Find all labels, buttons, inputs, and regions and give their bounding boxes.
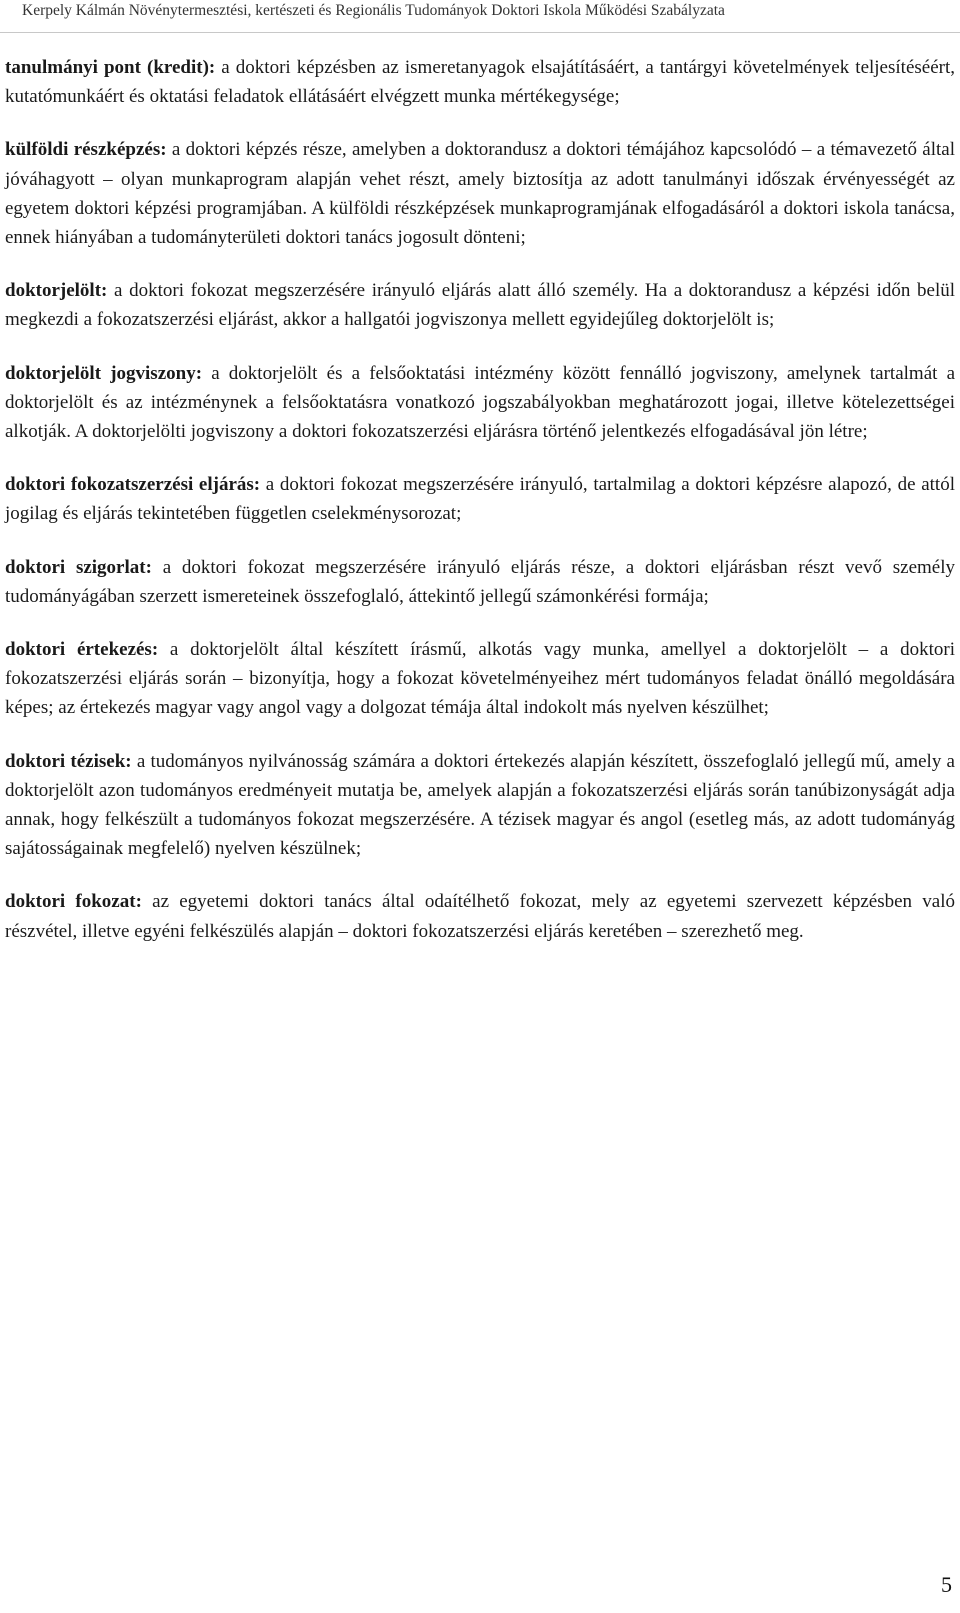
definition-text: az egyetemi doktori tanács által odaítélhető fokozat, mely az egyetemi szervezett képzésben való részvétel, illetve egyéni felkészülés alapján – doktori fokozatszerzési eljárás keretében – szerezhető meg. [5, 891, 955, 942]
definition-text: a doktorjelölt által készített írásmű, alkotás vagy munka, amellyel a doktorjelölt – a doktori fokozatszerzési eljárás során – bizonyítja, hogy a fokozat követelményeihez mért tudományos feladat önálló megoldására képes; az értekezés magyar vagy angol vagy a dolgozat témája által indokolt más nyelven készülhet; [5, 639, 955, 719]
definition-term: doktori fokozat: [5, 891, 142, 913]
definition-doktori-ertekezes [5, 635, 955, 723]
definition-kulfoldi-reszkepzes [5, 135, 955, 252]
definition-term: doktori fokozatszerzési eljárás: [5, 474, 261, 496]
definition-doktorjelolt [5, 276, 955, 334]
definition-doktorjelolt-jogviszony [5, 359, 955, 447]
definition-kredit [5, 53, 955, 111]
definition-text: a doktori fokozat megszerzésére irányuló eljárás alatt álló személy. Ha a doktorandusz a képzési időn belül megkezdi a fokozatszerzési eljárást, akkor a hallgatói jogviszonya mellett egyidejűleg doktorjelölt is; [5, 280, 955, 331]
definition-doktori-fokozat [5, 887, 955, 945]
definition-term: doktori értekezés: [5, 639, 159, 661]
definition-term: doktori tézisek: [5, 750, 132, 772]
definition-term: doktorjelölt: [5, 280, 108, 302]
definition-doktori-szigorlat [5, 553, 955, 611]
definition-text: a doktori képzés része, amelyben a doktorandusz a doktori témájához kapcsolódó – a témavezető által jóváhagyott – olyan munkaprogram alapján vehet részt, amely biztosítja az adott tanulmányi időszak érvényességét az egyetem doktori képzési programjában. A külföldi részképzések munkaprogramjának elfogadásáról a doktori iskola tanácsa, ennek hiányában a tudományterületi doktori tanács jogosult dönteni; [5, 139, 955, 249]
page-number: 5 [941, 1572, 952, 1597]
definition-text: a doktori fokozat megszerzésére irányuló eljárás része, a doktori eljárásban részt vevő személy tudományágában szerzett ismereteinek összefoglaló, áttekintő jellegű számonkérési formája; [5, 556, 955, 607]
definition-term: tanulmányi pont (kredit): [5, 57, 216, 78]
definition-term: külföldi részképzés: [5, 139, 167, 161]
definition-text: a tudományos nyilvánosság számára a doktori értekezés alapján készített, összefoglaló jellegű mű, amely a doktorjelölt azon tudományos eredményeit mutatja be, amelyek alapján a fokozatszerzési eljárás során tanúbizonyságát adja annak, hogy felkészült a tudományos fokozat megszerzésére. A tézisek magyar és angol (esetleg más, az adott tudományág sajátosságainak megfelelő) nyelven készülnek; [5, 750, 955, 860]
definition-term: doktorjelölt jogviszony: [5, 362, 203, 384]
page-header [0, 0, 960, 33]
definition-fokozatszerzesi-eljaras [5, 470, 955, 528]
document-body [5, 53, 955, 970]
definition-text: a doktorjelölt és a felsőoktatási intézmény között fennálló jogviszony, amelynek tartalmát a doktorjelölt és az intézménynek a felsőoktatásra vonatkozó jogszabályokban meghatározott jogai, illetve kötelezettségei alkotják. A doktorjelölti jogviszony a doktori fokozatszerzési eljárásra történő jelentkezés elfogadásával jön létre; [5, 362, 956, 443]
definition-doktori-tezisek [5, 747, 955, 864]
document-title: Kerpely Kálmán Növénytermesztési, kertészeti és Regionális Tudományok Doktori Iskola Működési Szabályzata [22, 2, 725, 19]
definition-term: doktori szigorlat: [5, 556, 152, 578]
definition-text: a doktori képzésben az ismeretanyagok elsajátításáért, a tantárgyi követelmények teljesítéséért, kutatómunkáért és oktatási feladatok ellátásáért elvégzett munka mértékegysége; [5, 57, 955, 108]
definition-text: a doktori fokozat megszerzésére irányuló, tartalmilag a doktori képzésre alapozó, de attól jogilag és eljárás tekintetében független cselekménysorozat; [5, 474, 955, 525]
